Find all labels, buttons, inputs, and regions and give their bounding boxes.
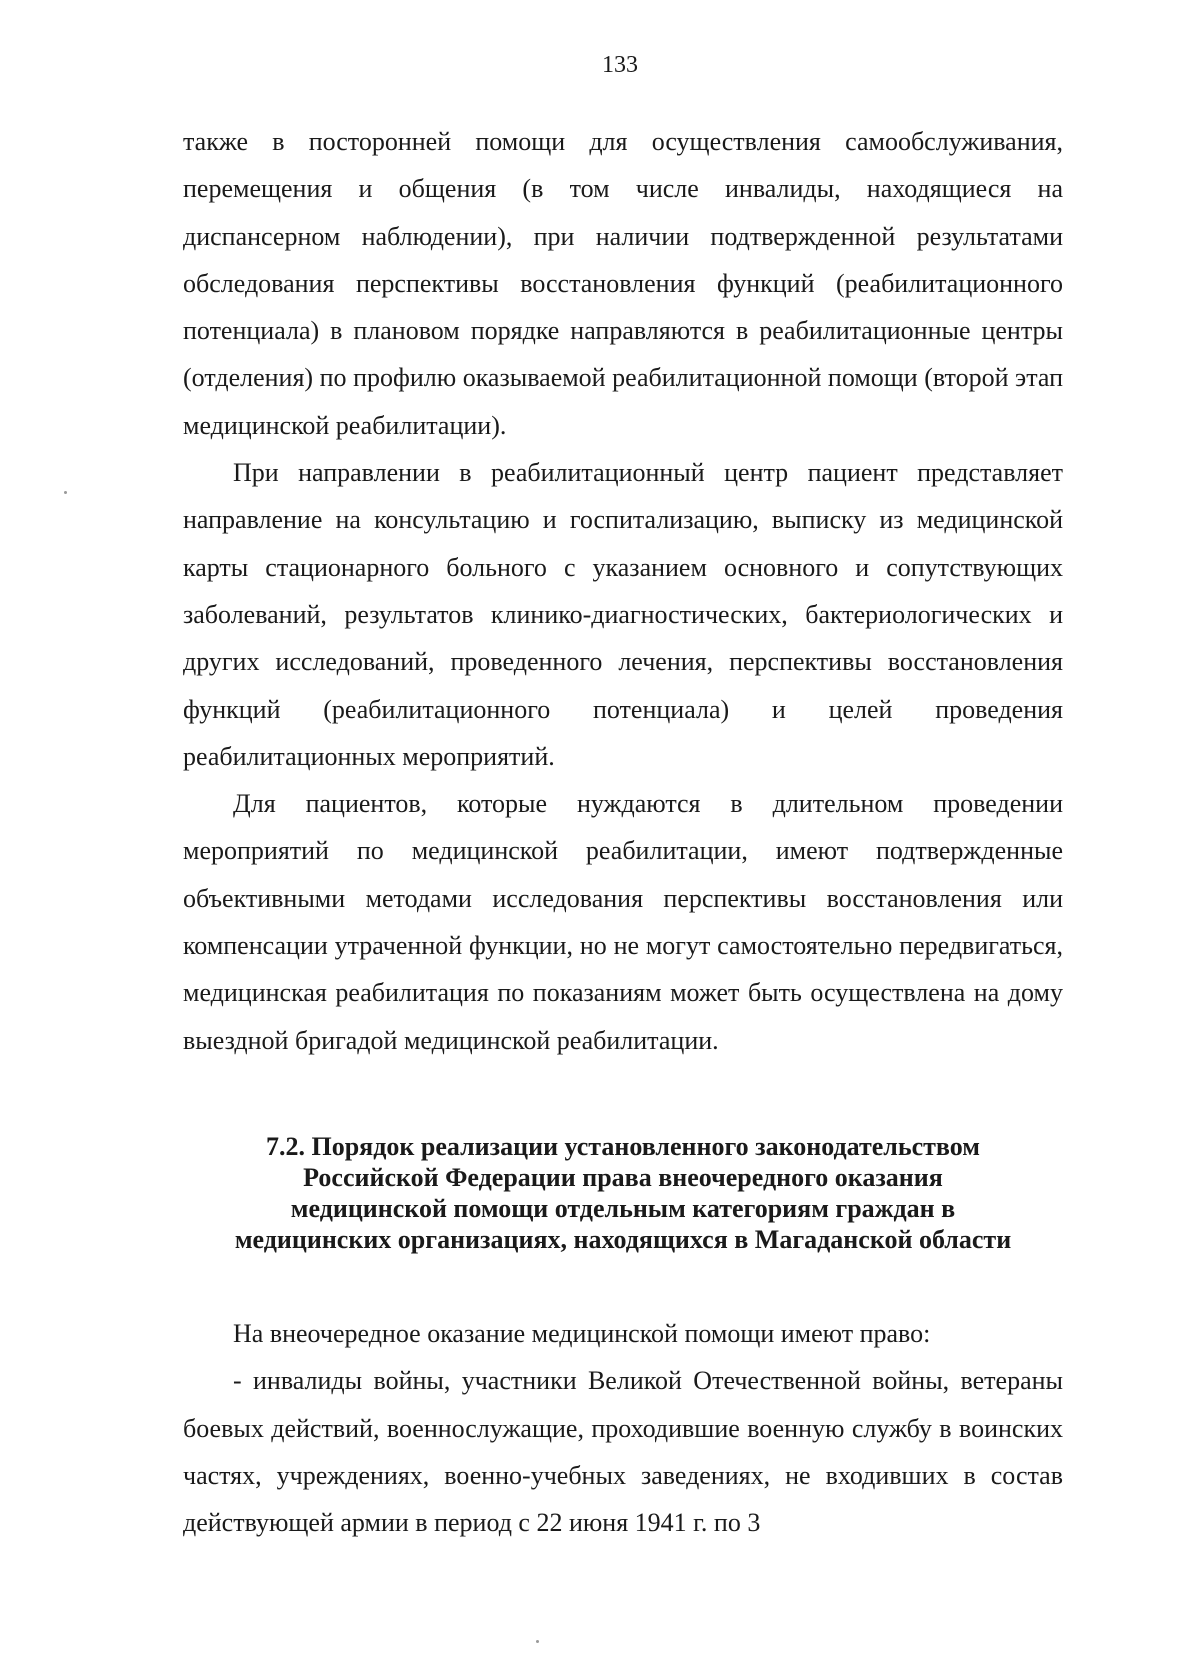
page-number: 133 <box>602 52 638 78</box>
scan-speck <box>536 1640 539 1643</box>
document-body <box>183 118 1063 1546</box>
paragraph-continuation: также в посторонней помощи для осуществления самообслуживания, перемещения и общения (в том числе инвалиды, находящиеся на диспансерном наблюдении), при наличии подтвержденной результатами обследования перспективы восстановления функций (реабилитационного потенциала) в плановом порядке направляются в реабилитационные центры (отделения) по профилю оказываемой реабилитационной помощи (второй этап медицинской реабилитации). <box>183 127 1063 440</box>
paragraph-priority-right: На внеочередное оказание медицинской помощи имеют право: <box>233 1318 931 1348</box>
paragraph-referral: При направлении в реабилитационный центр пациент представляет направление на консультацию и госпитализацию, выписку из медицинской карты стационарного больного с указанием основного и сопутствующих заболеваний, результатов клинико-диагностических, бактериологических и других исследований, проведенного лечения, перспективы восстановления функций (реабилитационного потенциала) и целей проведения реабилитационных мероприятий. <box>183 458 1063 771</box>
scan-speck <box>64 491 67 494</box>
paragraph-home-rehabilitation: Для пациентов, которые нуждаются в длительном проведении мероприятий по медицинской реабилитации, имеют подтвержденные объективными методами исследования перспективы восстановления или компенсации утраченной функции, но не могут самостоятельно передвигаться, медицинская реабилитация по показаниям может быть осуществлена на дому выездной бригадой медицинской реабилитации. <box>183 789 1063 1055</box>
section-heading: 7.2. Порядок реализации установленного законодательством Российской Федерации права внеочередного оказания медицинской помощи отдельным категориям граждан в медицинских организациях, находящихся в Магаданской области <box>234 1131 1012 1254</box>
paragraph-list-item-veterans: - инвалиды войны, участники Великой Отечественной войны, ветераны боевых действий, военнослужащие, проходившие военную службу в воинских частях, учреждениях, военно-учебных заведениях, не входивших в состав действующей армии в период с 22 июня 1941 г. по 3 <box>183 1366 1063 1538</box>
